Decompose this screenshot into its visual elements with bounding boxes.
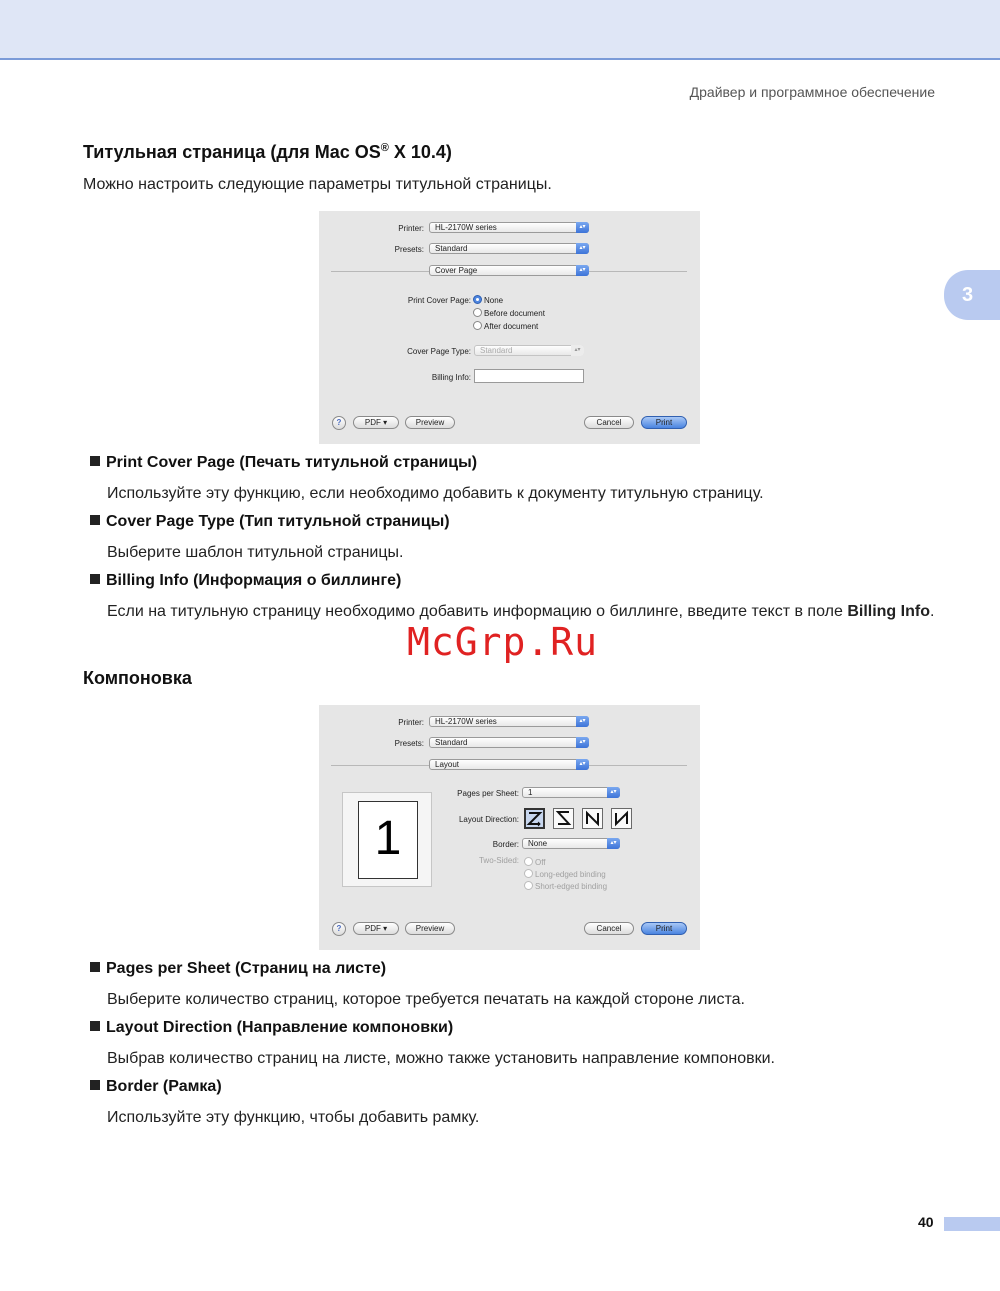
chevron-updown-icon: ▴▾ [607, 787, 620, 798]
printer-select[interactable]: HL-2170W series ▴▾ [429, 222, 589, 233]
bullet-pages-per-sheet-desc: Выберите количество страниц, которое требуется печатать на каждой стороне листа. [107, 991, 745, 1008]
bullet-layout-direction-desc: Выбрав количество страниц на листе, можно также установить направление компоновки. [107, 1050, 775, 1067]
panel-select[interactable]: Cover Page ▴▾ [429, 265, 589, 276]
radio-none[interactable]: None [473, 295, 503, 305]
cover-intro: Можно настроить следующие параметры титульной страницы. [83, 176, 552, 193]
print-cover-label: Print Cover Page: [407, 296, 471, 305]
bullet-print-cover: Print Cover Page (Печать титульной страницы) [90, 454, 477, 472]
bullet-square-icon [90, 1080, 100, 1090]
z-layout-icon[interactable] [524, 808, 545, 829]
section-title-cover: Титульная страница (для Mac OS® X 10.4) [83, 142, 452, 162]
section-title-layout: Компоновка [83, 668, 192, 688]
cover-type-label: Cover Page Type: [407, 347, 471, 356]
pages-per-sheet-label: Pages per Sheet: [457, 789, 519, 798]
radio-off[interactable]: Off [524, 857, 546, 867]
presets-label: Presets: [394, 739, 424, 748]
bullet-cover-type-desc: Выберите шаблон титульной страницы. [107, 544, 404, 561]
chevron-updown-icon: ▴▾ [607, 838, 620, 849]
chevron-updown-icon: ▴▾ [576, 759, 589, 770]
cover-type-select[interactable]: Standard ▴▾ [474, 345, 584, 356]
radio-selected-icon [524, 857, 533, 866]
radio-selected-icon [473, 295, 482, 304]
help-button[interactable]: ? [332, 922, 346, 936]
chapter-tab: 3 [944, 270, 1000, 320]
printer-label: Printer: [398, 718, 424, 727]
watermark: McGrp.Ru [407, 620, 599, 664]
radio-short-edge[interactable]: Short-edged binding [524, 881, 607, 891]
layout-preview-pane [342, 792, 432, 887]
bullet-square-icon [90, 456, 100, 466]
chevron-updown-icon: ▴▾ [571, 345, 584, 356]
bullet-billing-desc: Если на титульную страницу необходимо добавить информацию о биллинге, введите текст в поле Billing Info. [107, 603, 935, 620]
presets-select[interactable]: Standard ▴▾ [429, 243, 589, 254]
layout-preview-page: 1 [358, 801, 418, 879]
bullet-border-desc: Используйте эту функцию, чтобы добавить рамку. [107, 1109, 480, 1126]
pages-per-sheet-select[interactable]: 1 ▴▾ [522, 787, 620, 798]
radio-empty-icon [473, 321, 482, 330]
bullet-square-icon [90, 962, 100, 972]
pdf-button[interactable]: PDF ▾ [353, 416, 399, 429]
cancel-button[interactable]: Cancel [584, 922, 634, 935]
divider [589, 271, 687, 272]
billing-label: Billing Info: [431, 373, 471, 382]
preview-button[interactable]: Preview [405, 416, 455, 429]
footer-bar [944, 1217, 1000, 1231]
border-label: Border: [492, 840, 519, 849]
print-button[interactable]: Print [641, 922, 687, 935]
chevron-updown-icon: ▴▾ [576, 716, 589, 727]
page-number: 40 [918, 1214, 934, 1230]
divider [331, 271, 429, 272]
reverse-s-layout-icon[interactable] [553, 808, 574, 829]
cover-page-dialog [319, 211, 700, 444]
bullet-pages-per-sheet: Pages per Sheet (Страниц на листе) [90, 960, 386, 978]
print-button[interactable]: Print [641, 416, 687, 429]
cancel-button[interactable]: Cancel [584, 416, 634, 429]
chevron-updown-icon: ▴▾ [576, 737, 589, 748]
chevron-updown-icon: ▴▾ [576, 265, 589, 276]
bullet-square-icon [90, 1021, 100, 1031]
bullet-print-cover-desc: Используйте эту функцию, если необходимо добавить к документу титульную страницу. [107, 485, 764, 502]
border-select[interactable]: None ▴▾ [522, 838, 620, 849]
n-reverse-layout-icon[interactable] [582, 808, 603, 829]
layout-direction-label: Layout Direction: [458, 815, 519, 824]
n-layout-icon[interactable] [611, 808, 632, 829]
pdf-button[interactable]: PDF ▾ [353, 922, 399, 935]
bullet-billing: Billing Info (Информация о биллинге) [90, 572, 401, 590]
top-band [0, 0, 1000, 60]
divider [331, 765, 429, 766]
chevron-updown-icon: ▴▾ [576, 222, 589, 233]
radio-after[interactable]: After document [473, 321, 538, 331]
panel-select[interactable]: Layout ▴▾ [429, 759, 589, 770]
radio-long-edge[interactable]: Long-edged binding [524, 869, 606, 879]
two-sided-label: Two-Sided: [478, 856, 519, 865]
running-head: Драйвер и программное обеспечение [689, 84, 935, 100]
radio-empty-icon [473, 308, 482, 317]
printer-select[interactable]: HL-2170W series ▴▾ [429, 716, 589, 727]
printer-label: Printer: [398, 224, 424, 233]
radio-empty-icon [524, 869, 533, 878]
bullet-cover-type: Cover Page Type (Тип титульной страницы) [90, 513, 450, 531]
layout-dialog [319, 705, 700, 950]
presets-select[interactable]: Standard ▴▾ [429, 737, 589, 748]
divider [589, 765, 687, 766]
radio-empty-icon [524, 881, 533, 890]
preview-button[interactable]: Preview [405, 922, 455, 935]
chevron-updown-icon: ▴▾ [576, 243, 589, 254]
bullet-border: Border (Рамка) [90, 1078, 222, 1096]
presets-label: Presets: [394, 245, 424, 254]
help-button[interactable]: ? [332, 416, 346, 430]
bullet-square-icon [90, 574, 100, 584]
billing-input[interactable] [474, 369, 584, 383]
radio-before[interactable]: Before document [473, 308, 545, 318]
bullet-layout-direction: Layout Direction (Направление компоновки) [90, 1019, 453, 1037]
bullet-square-icon [90, 515, 100, 525]
